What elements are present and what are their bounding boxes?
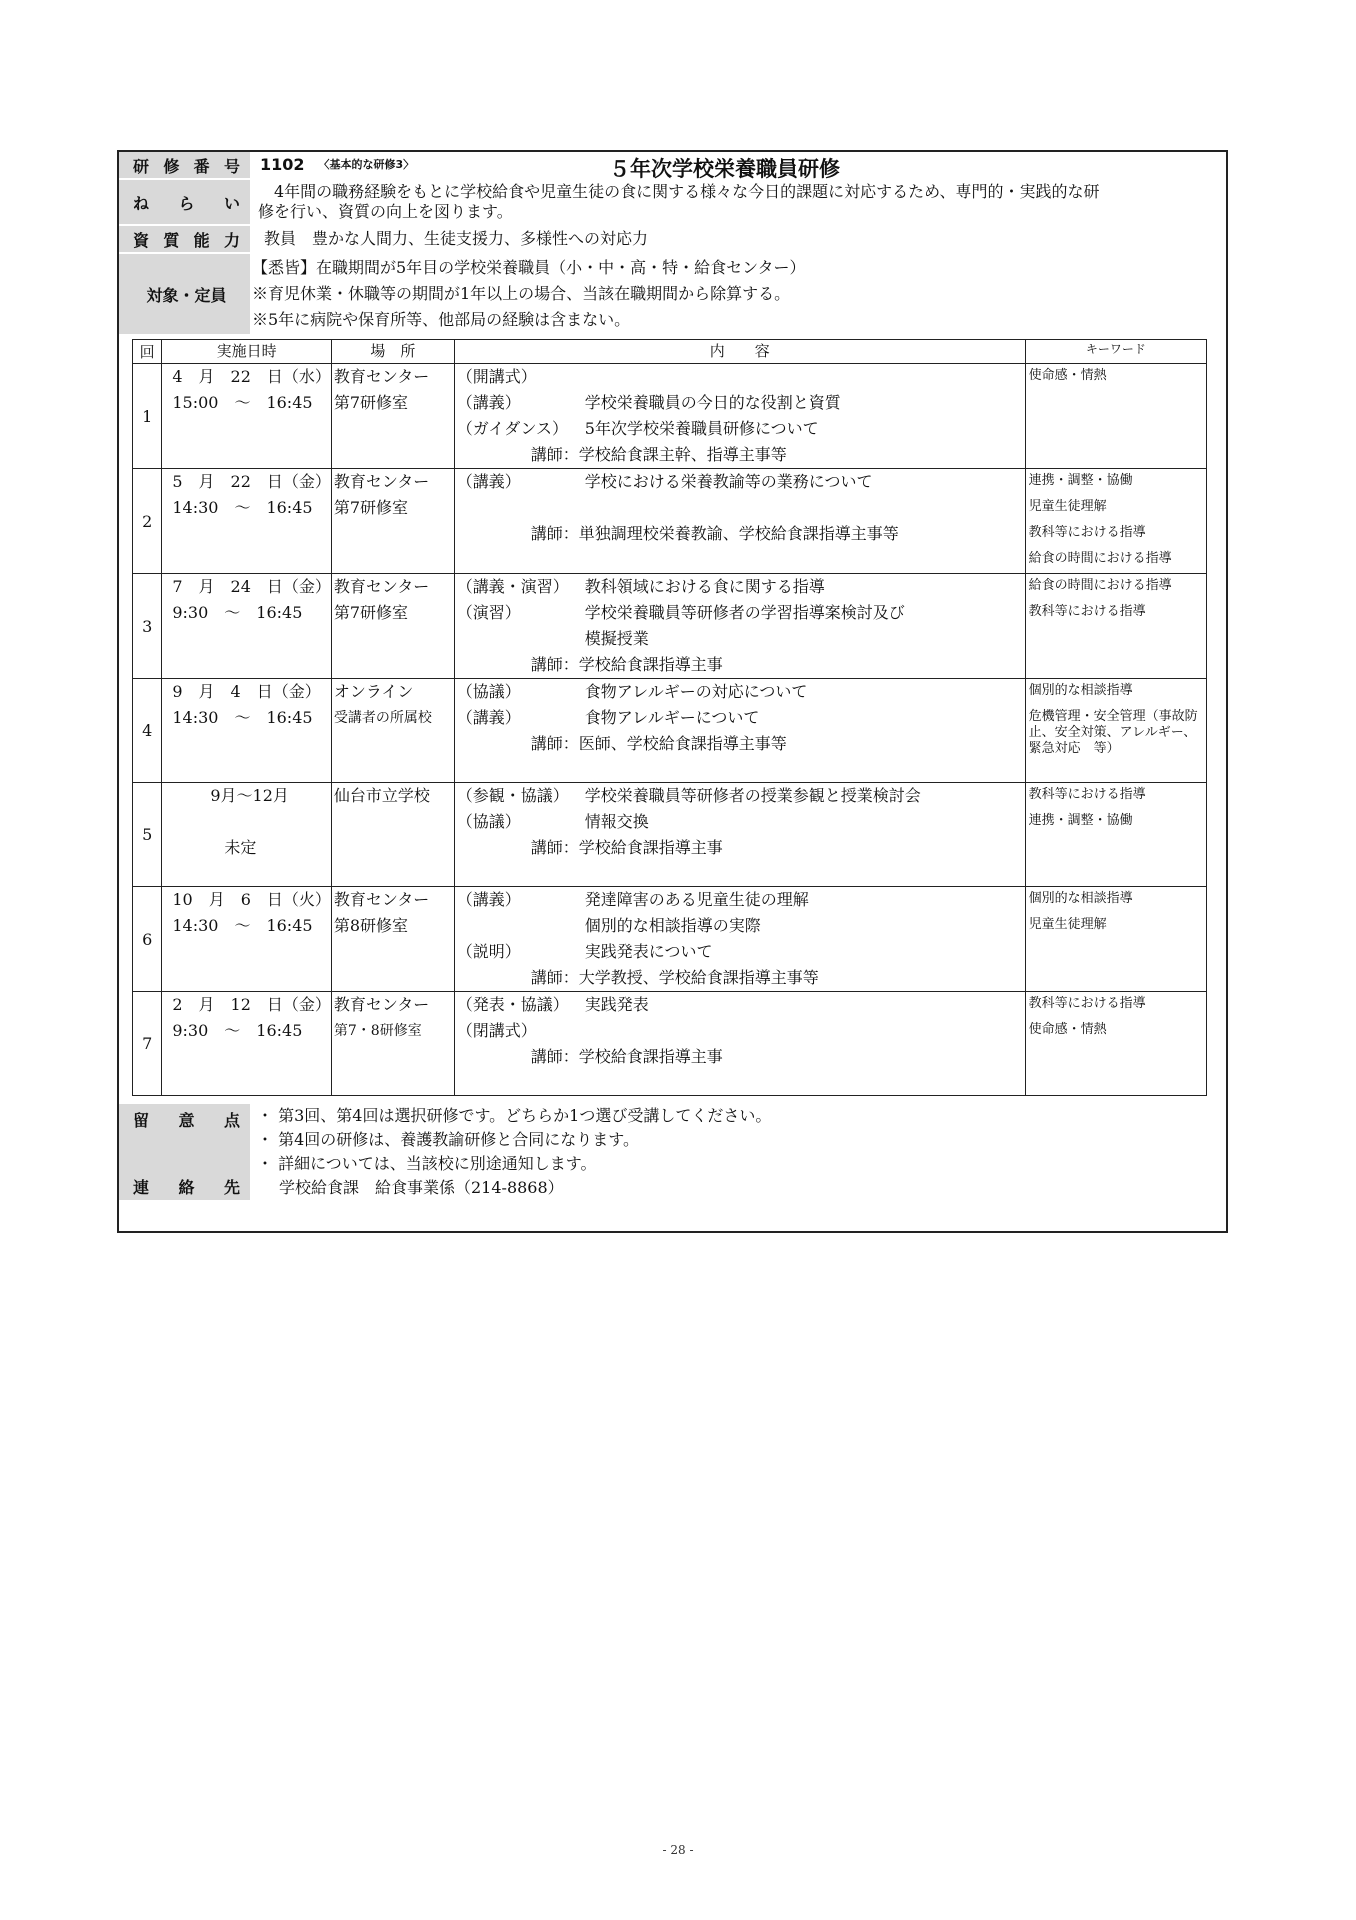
date-cell (162, 783, 332, 887)
content-tag: （講義） (456, 708, 521, 727)
notes-label: 留 意 点 (119, 1104, 250, 1176)
content-line (455, 679, 1025, 705)
content-tag (455, 626, 585, 652)
place-text: 第7研修室 (333, 498, 409, 517)
content-tag: （説明） (456, 942, 521, 961)
table-row (133, 679, 1207, 783)
content-cell (454, 783, 1025, 887)
row-number: 7 (133, 992, 162, 1096)
content-cell (454, 992, 1025, 1096)
aim-label: ね ら い (119, 180, 250, 224)
target-line: 【悉皆】在職期間が5年目の学校栄養職員（小・中・高・特・給食センター） (252, 258, 806, 277)
place-text: 第7研修室 (333, 603, 409, 622)
date-text: 4 月 22 日（水） (172, 367, 331, 386)
time-text: 9:30 ～ 16:45 (172, 603, 303, 622)
place-text: 教育センター (333, 367, 430, 386)
content-tag: （演習） (456, 603, 521, 622)
content-cell (454, 679, 1025, 783)
row-number: 4 (133, 679, 162, 783)
date-text: 5 月 22 日（金） (172, 472, 331, 491)
contact-label: 連 絡 先 (119, 1176, 250, 1200)
content-text: 個別的な相談指導の実際 (584, 916, 761, 935)
contact-value: 学校給食課 給食事業係（214-8868） (279, 1178, 564, 1197)
date-text: 9 月 4 日（金） (172, 682, 321, 701)
table-row (133, 574, 1207, 679)
content-line (455, 939, 1025, 965)
content-text: 学校栄養職員の今日的な役割と資質 (584, 393, 841, 412)
keyword-text: 個別的な相談指導 (1028, 891, 1133, 906)
col-header-place: 場 所 (331, 340, 454, 364)
content-text: 食物アレルギーについて (584, 708, 760, 727)
content-tag: （発表・協議） (456, 995, 569, 1014)
target-line: ※育児休業・休職等の期間が1年以上の場合、当該在職期間から除算する。 (252, 284, 791, 303)
time-text: 14:30 ～ 16:45 (172, 708, 313, 727)
content-tag: （協議） (456, 812, 521, 831)
time-text: 14:30 ～ 16:45 (172, 498, 313, 517)
target-row (119, 254, 1226, 334)
content-tag: （協議） (456, 682, 521, 701)
content-text: 情報交換 (584, 812, 649, 831)
keyword-text: 使命感・情熱 (1028, 368, 1107, 383)
content-text: 教科領域における食に関する指導 (584, 577, 825, 596)
content-cell (454, 574, 1025, 679)
content-tag (455, 495, 585, 521)
table-row (133, 992, 1207, 1096)
table-row (133, 887, 1207, 992)
content-text: 学校栄養職員等研修者の学習指導案検討及び (584, 603, 905, 622)
content-tag: （講義） (456, 890, 521, 909)
keyword-text: 使命感・情熱 (1028, 1022, 1107, 1037)
content-text: 学校栄養職員等研修者の授業参観と授業検討会 (584, 786, 921, 805)
content-line (455, 416, 1025, 442)
place-text: 受講者の所属校 (333, 710, 432, 726)
place-text: 仙台市立学校 (333, 786, 430, 805)
table-row (133, 364, 1207, 469)
lecturer-text: 講師：単独調理校栄養教諭、学校給食課指導主事等 (530, 524, 899, 543)
content-line (455, 495, 1025, 521)
row-number: 6 (133, 887, 162, 992)
date-cell (162, 679, 332, 783)
table-header-row (133, 340, 1207, 364)
place-text: 教育センター (333, 995, 430, 1014)
place-text: 教育センター (333, 472, 430, 491)
keyword-text: 連携・調整・協働 (1028, 813, 1133, 828)
note-item: ・ 詳細については、当該校に別途通知します。 (257, 1154, 597, 1173)
row-number: 3 (133, 574, 162, 679)
place-text: 第7研修室 (333, 393, 409, 412)
col-header-content: 内 容 (454, 340, 1025, 364)
ability-row (119, 226, 1226, 252)
date-cell (162, 887, 332, 992)
date-cell (162, 364, 332, 469)
date-cell (162, 992, 332, 1096)
place-text: 第7・8研修室 (333, 1023, 422, 1039)
note-item: ・ 第4回の研修は、養護教諭研修と合同になります。 (257, 1130, 639, 1149)
place-cell (331, 887, 454, 992)
date-text: 9月～12月 (210, 786, 289, 805)
content-tag: （閉講式） (456, 1021, 537, 1040)
content-cell (454, 364, 1025, 469)
aim-row (119, 180, 1226, 224)
place-text: オンライン (333, 682, 414, 701)
content-line (455, 626, 1025, 652)
aim-text-line: 修を行い、資質の向上を図ります。 (258, 202, 513, 221)
lecturer-text: 講師：学校給食課指導主事 (530, 1047, 723, 1066)
keyword-text: 児童生徒理解 (1028, 917, 1107, 932)
content-line (455, 705, 1025, 731)
content-tag: （講義） (456, 393, 521, 412)
keyword-text: 給食の時間における指導 (1028, 551, 1172, 566)
keyword-cell (1025, 679, 1206, 783)
lecturer-text: 講師：大学教授、学校給食課指導主事等 (530, 968, 819, 987)
target-label: 対象・定員 (119, 254, 250, 334)
content-text: 実践発表 (584, 995, 649, 1014)
ability-value: 教員 豊かな人間力、生徒支援力、多様性への対応力 (264, 229, 649, 248)
content-tag: （ガイダンス） (456, 419, 568, 438)
content-text: 実践発表について (584, 942, 713, 961)
page-title: ５年次学校栄養職員研修 (609, 157, 840, 181)
training-category: 〈基本的な研修3〉 (318, 158, 415, 171)
content-line (455, 992, 1025, 1018)
content-text: 模擬授業 (584, 629, 649, 648)
schedule-table (132, 339, 1207, 1096)
keyword-text: 教科等における指導 (1028, 787, 1146, 802)
id-row (119, 152, 1226, 181)
content-tag: （開講式） (456, 367, 537, 386)
training-sheet (117, 150, 1228, 1233)
col-header-keyword: キーワード (1025, 340, 1206, 364)
row-number: 5 (133, 783, 162, 887)
content-text: 発達障害のある児童生徒の理解 (584, 890, 809, 909)
place-cell (331, 992, 454, 1096)
keyword-text: 給食の時間における指導 (1028, 578, 1172, 593)
note-item: ・ 第3回、第4回は選択研修です。どちらか1つ選び受講してください。 (257, 1106, 772, 1125)
lecturer-text: 講師：学校給食課指導主事 (530, 655, 723, 674)
lecturer-text: 講師：医師、学校給食課指導主事等 (530, 734, 787, 753)
aim-text-line: 4年間の職務経験をもとに学校給食や児童生徒の食に関する様々な今日的課題に対応するため、専門的・実践的な研 (274, 182, 1100, 201)
content-line (455, 783, 1025, 809)
keyword-text: 個別的な相談指導 (1028, 683, 1133, 698)
time-text: 15:00 ～ 16:45 (172, 393, 313, 412)
place-cell (331, 364, 454, 469)
keyword-cell (1025, 783, 1206, 887)
content-text: 学校における栄養教諭等の業務について (584, 472, 873, 491)
date-text: 10 月 6 日（火） (172, 890, 331, 909)
target-line: ※5年に病院や保育所等、他部局の経験は含まない。 (252, 310, 631, 329)
keyword-text: 連携・調整・協働 (1028, 473, 1133, 488)
keyword-cell (1025, 469, 1206, 574)
keyword-cell (1025, 574, 1206, 679)
content-line (455, 913, 1025, 939)
col-header-date: 実施日時 (162, 340, 332, 364)
place-text: 教育センター (333, 577, 430, 596)
content-line (455, 887, 1025, 913)
lecturer-text: 講師：学校給食課主幹、指導主事等 (530, 445, 787, 464)
keyword-text: 危機管理・安全管理（事故防止、安全対策、アレルギー、緊急対応 等） (1028, 709, 1198, 756)
table-row (133, 783, 1207, 887)
content-cell (454, 469, 1025, 574)
date-cell (162, 469, 332, 574)
place-text: 教育センター (333, 890, 430, 909)
content-line (455, 469, 1025, 495)
place-cell (331, 574, 454, 679)
keyword-text: 教科等における指導 (1028, 604, 1146, 619)
content-line (455, 600, 1025, 626)
place-text: 第8研修室 (333, 916, 409, 935)
place-cell (331, 469, 454, 574)
date-text: 2 月 12 日（金） (172, 995, 331, 1014)
col-header-no: 回 (133, 340, 162, 364)
keyword-cell (1025, 992, 1206, 1096)
keyword-cell (1025, 364, 1206, 469)
content-line (455, 809, 1025, 835)
content-line (455, 1018, 1025, 1044)
row-number: 1 (133, 364, 162, 469)
content-text: 5年次学校栄養職員研修について (584, 419, 819, 438)
page-number: - 28 - (662, 1843, 694, 1857)
row-number: 2 (133, 469, 162, 574)
training-number: 1102 (260, 155, 305, 174)
keyword-text: 教科等における指導 (1028, 525, 1146, 540)
content-line (455, 390, 1025, 416)
time-text: 未定 (224, 838, 257, 857)
content-line (455, 574, 1025, 600)
lecturer-text: 講師：学校給食課指導主事 (530, 838, 723, 857)
table-row (133, 469, 1207, 574)
place-cell (331, 679, 454, 783)
keyword-text: 児童生徒理解 (1028, 499, 1107, 514)
content-tag: （参観・協議） (456, 786, 569, 805)
content-line (455, 364, 1025, 390)
place-cell (331, 783, 454, 887)
content-cell (454, 887, 1025, 992)
keyword-text: 教科等における指導 (1028, 996, 1146, 1011)
content-tag: （講義・演習） (456, 577, 569, 596)
content-text: 食物アレルギーの対応について (584, 682, 808, 701)
content-tag (455, 913, 585, 939)
time-text: 9:30 ～ 16:45 (172, 1021, 303, 1040)
time-text: 14:30 ～ 16:45 (172, 916, 313, 935)
keyword-cell (1025, 887, 1206, 992)
content-tag: （講義） (456, 472, 521, 491)
date-cell (162, 574, 332, 679)
date-text: 7 月 24 日（金） (172, 577, 331, 596)
ability-label: 資 質 能 力 (119, 226, 250, 252)
id-label: 研 修 番 号 (119, 152, 250, 178)
